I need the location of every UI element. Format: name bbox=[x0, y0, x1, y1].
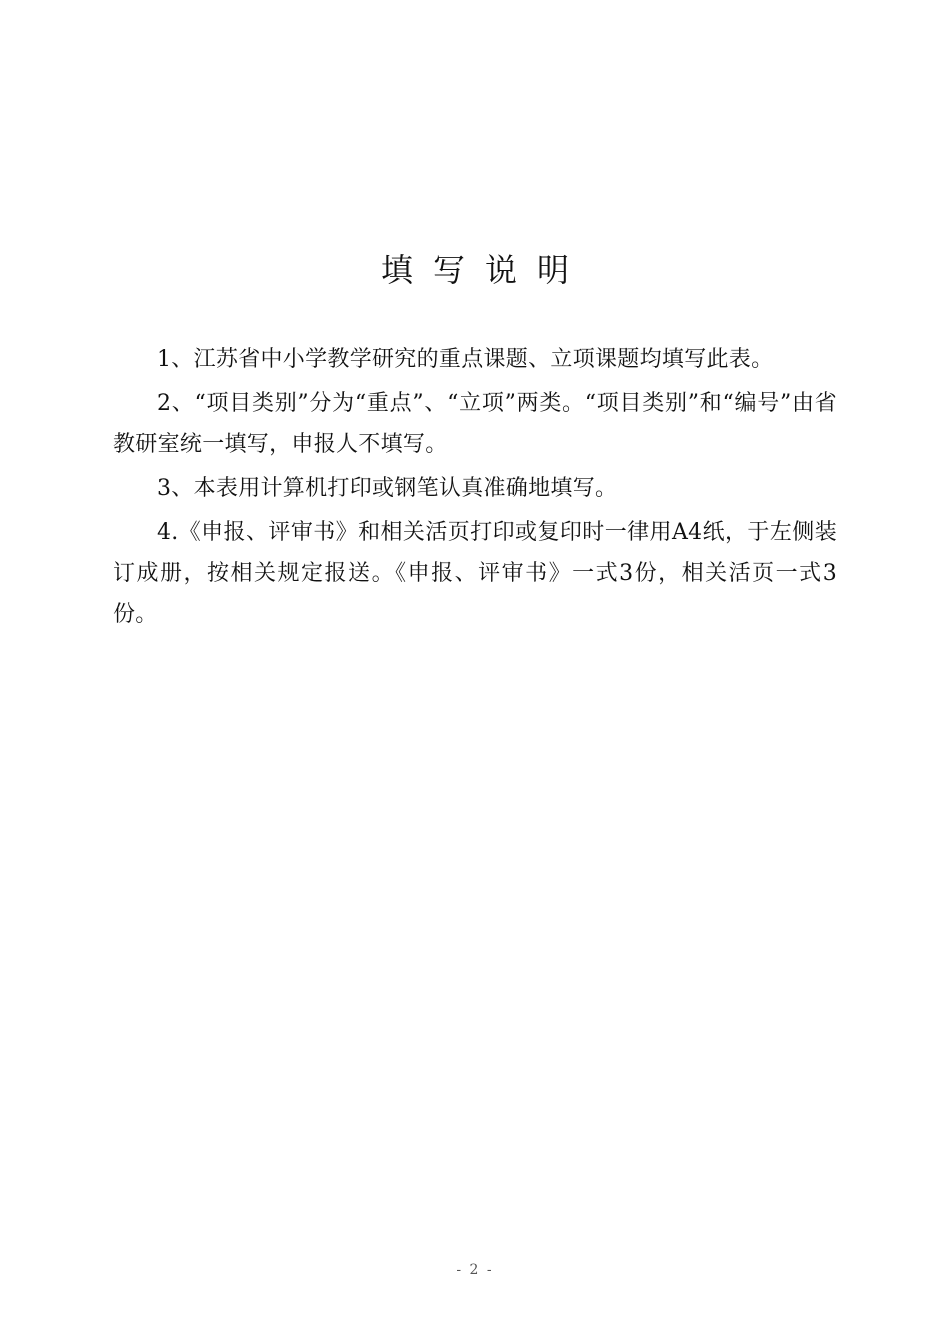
page-title: 填写说明 bbox=[380, 251, 589, 289]
instruction-item-4: 4.《申报、评审书》和相关活页打印或复印时一律用A4纸，于左侧装订成册，按相关规定报送。《申报、评审书》一式3份，相关活页一式3份。 bbox=[113, 520, 837, 627]
instruction-item-2: 2、“项目类别”分为“重点”、“立项”两类。“项目类别”和“编号”由省教研室统一填写，申报人不填写。 bbox=[113, 391, 837, 457]
page-number: - 2 - bbox=[456, 1262, 494, 1278]
instruction-item-3: 3、本表用计算机打印或钢笔认真准确地填写。 bbox=[157, 476, 618, 501]
instruction-item-1: 1、江苏省中小学教学研究的重点课题、立项课题均填写此表。 bbox=[157, 347, 774, 372]
instructions-body bbox=[113, 339, 837, 638]
